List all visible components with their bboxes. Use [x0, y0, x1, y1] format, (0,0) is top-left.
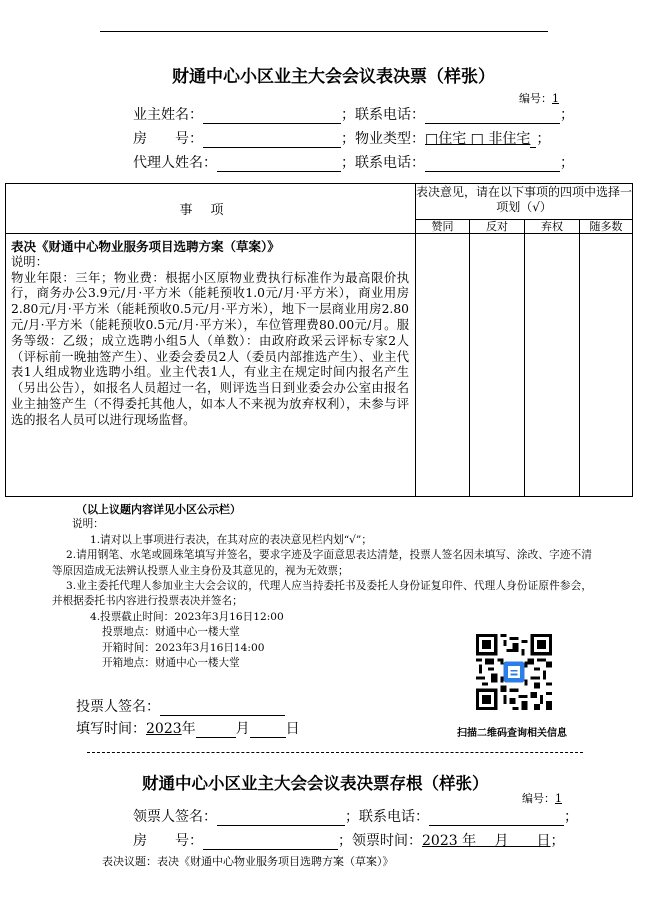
ballot-title: 财通中心小区业主大会会议表决票（样张） — [172, 67, 495, 87]
motion-cell — [6, 234, 416, 497]
stub-room-row — [133, 832, 565, 850]
stub-receiver-field[interactable] — [217, 810, 345, 826]
stub-room-label: 房 号： — [133, 833, 203, 849]
stub-phone-field[interactable] — [429, 810, 564, 826]
proxy-phone-field[interactable] — [425, 156, 560, 172]
stub-receive-time[interactable]: 2023 年 月 日 — [422, 833, 551, 849]
note-item-1: 1.请对以上事项进行表决，在其对应的表决意见栏内划“√”； — [90, 533, 372, 546]
row-end: ； — [560, 155, 574, 171]
ballot-serial — [519, 90, 559, 106]
fill-year: 2023 — [146, 721, 182, 737]
stub-phone-label: ；联系电话： — [345, 809, 429, 825]
motion-desc-label: 说明： — [11, 254, 48, 269]
room-row — [133, 130, 550, 148]
vote-table — [5, 183, 633, 497]
note-item-4: 4.投票截止时间：2023年3月16日12:00 — [90, 610, 284, 623]
property-type-label: ；物业类型： — [341, 131, 425, 147]
fill-month-field[interactable] — [196, 722, 236, 738]
option-follow-majority: 随多数 — [580, 220, 633, 234]
open-time: 开箱时间：2023年3月16日14:00 — [102, 641, 265, 654]
proxy-row — [133, 154, 574, 172]
day-unit: 日 — [285, 721, 300, 737]
qr-caption: 扫描二维码查询相关信息 — [457, 728, 567, 739]
owner-name-field[interactable] — [203, 108, 341, 124]
voter-sign-row — [76, 698, 285, 716]
stub-receiver-label: 领票人签名： — [133, 809, 217, 825]
stub-title: 财通中心小区业主大会会议表决票存根（样张） — [142, 774, 489, 793]
owner-row — [133, 106, 574, 124]
vote-box-abstain[interactable] — [525, 234, 580, 497]
serial-label: 编号： — [519, 92, 552, 105]
fill-day-field[interactable] — [250, 722, 286, 738]
open-place: 开箱地点：财通中心一楼大堂 — [102, 657, 240, 670]
room-field[interactable] — [203, 132, 341, 148]
vote-box-follow-majority[interactable] — [580, 234, 633, 497]
cut-line — [87, 752, 583, 753]
fill-time-row — [76, 720, 300, 738]
notes-heading: （以上议题内容详见小区公示栏） — [76, 503, 241, 516]
property-type-options[interactable]: □住宅 □ 非住宅 — [425, 131, 531, 147]
proxy-phone-label: ；联系电话： — [341, 155, 425, 171]
stub-serial-label: 编号： — [522, 792, 555, 805]
proxy-name-field[interactable] — [217, 156, 341, 172]
item-header: 事项 — [6, 184, 416, 234]
voter-sign-label: 投票人签名： — [76, 699, 160, 715]
year-unit: 年 — [181, 721, 196, 737]
row-end: ； — [560, 107, 574, 123]
vote-box-agree[interactable] — [416, 234, 470, 497]
qr-code-icon[interactable] — [476, 634, 552, 710]
phone-field[interactable] — [425, 108, 560, 124]
option-agree: 赞同 — [416, 220, 470, 234]
motion-description: 物业年限：三年；物业费：根据小区原物业费执行标准作为最高限价执行，商务办公3.9元/月·平方米（能耗预收1.0元/月·平方米），商业用房2.80元/月·平方米（能耗预收0.5元/月·平方米），地下一层商业用房2.80元/月·平方米（能耗预收0.5元/月·平方米），车位管理费80.00元/月。服务等级：乙级；成立选聘小组5人（单数）：由政府政采云评标专家2人（评标前一晚抽签产生）、业委会委员2人（委员内部推选产生）、业主代表1人组成物业选聘小组。业主代表1人，有业主在规定时间内报名产生（另出公告），如报名人员超过一名，则评选当日到业委会办公室由报名业主抽签产生（不得委托其他人，如本人不来视为放弃权利），未参与评选的报名人员可以进行现场监督。 — [11, 270, 409, 427]
option-oppose: 反对 — [470, 220, 525, 234]
stub-room-field[interactable] — [203, 834, 338, 850]
row-end: ； — [536, 131, 551, 147]
row-end: ； — [564, 809, 578, 825]
top-rule — [100, 31, 548, 32]
owner-name-label: 业主姓名： — [133, 107, 203, 123]
proxy-name-label: 代理人姓名： — [133, 155, 217, 171]
room-label: 房 号： — [133, 131, 203, 147]
vote-box-oppose[interactable] — [470, 234, 525, 497]
motion-title: 表决《财通中心物业服务项目选聘方案（草案）》 — [11, 239, 280, 254]
voter-sign-field[interactable] — [160, 700, 285, 716]
opinion-header: 表决意见，请在以下事项的四项中选择一项划（√） — [416, 184, 633, 220]
row-end: ； — [550, 833, 565, 849]
stub-serial — [522, 790, 562, 806]
stub-serial-value: 1 — [555, 792, 562, 805]
stub-receiver-row — [133, 808, 578, 826]
stub-receive-time-label: ；领票时间： — [338, 833, 422, 849]
month-unit: 月 — [235, 721, 250, 737]
note-item-2: 2.请用钢笔、水笔或圆珠笔填写并签名，要求字迹及字面意思表达清楚，投票人签名因未填写、涂改、字迹不清等原因造成无法辨认投票人业主身份及其意见的，视为无效票； — [52, 549, 592, 577]
notes-label: 说明： — [72, 518, 104, 531]
phone-label: ；联系电话： — [341, 107, 425, 123]
serial-value: 1 — [552, 92, 559, 105]
note-item-3: 3.业主委托代理人参加业主大会会议的，代理人应当持委托书及委托人身份证复印件、代理人身份证原件参会，并根据委托书内容进行投票表决并签名； — [52, 580, 592, 608]
vote-place: 投票地点：财通中心一楼大堂 — [102, 626, 240, 639]
fill-time-label: 填写时间： — [76, 721, 146, 737]
stub-motion: 表决议题：表决《财通中心物业服务项目选聘方案（草案）》 — [102, 855, 394, 868]
option-abstain: 弃权 — [525, 220, 580, 234]
